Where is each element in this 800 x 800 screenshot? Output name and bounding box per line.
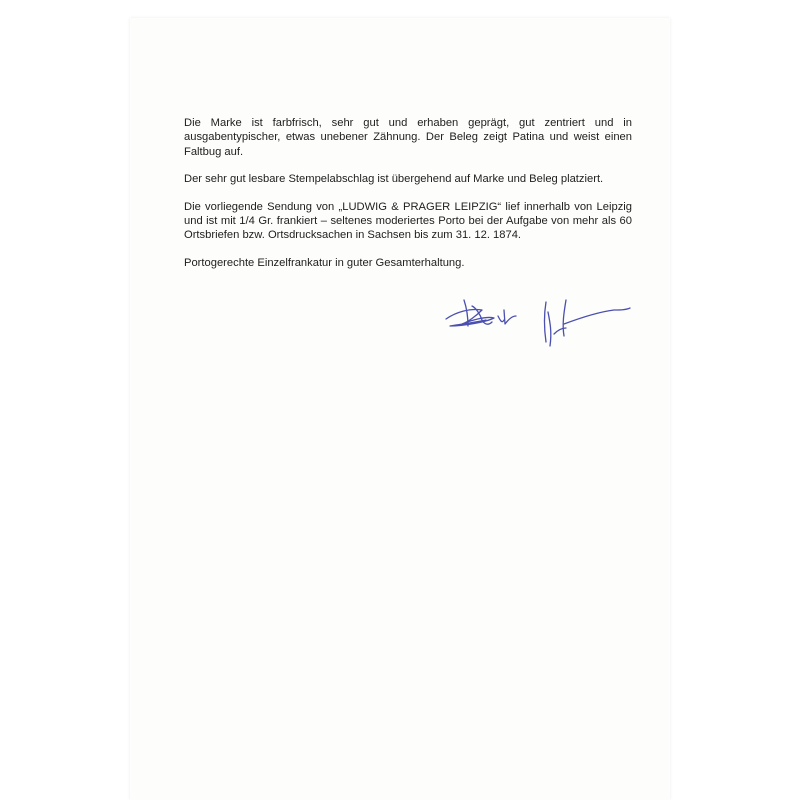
paragraph-postmark: Der sehr gut lesbare Stempelabschlag ist übergehend auf Marke und Beleg platziert. — [184, 173, 604, 186]
document-page — [130, 18, 670, 800]
handwritten-signature — [442, 286, 632, 352]
signature-strokes — [446, 300, 630, 346]
paragraph-shipment: Die vorliegende Sendung von „LUDWIG & PRAGER LEIPZIG“ lief innerhalb von Leipzig und ist mit 1/4 Gr. frankiert – seltenes moderiertes Porto bei der Aufgabe von mehr als 60 Ortsbriefen bzw. Ortsdrucksachen in Sachsen bis zum 31. 12. 1874. — [184, 200, 632, 242]
paragraph-summary: Portogerechte Einzelfrankatur in guter Gesamterhaltung. — [184, 256, 465, 269]
paragraph-stamp-condition: Die Marke ist farbfrisch, sehr gut und erhaben geprägt, gut zentriert und in ausgabentypischer, etwas unebener Zähnung. Der Beleg zeigt Patina und weist einen Faltbug auf. — [184, 117, 632, 158]
certificate-text — [184, 116, 632, 284]
